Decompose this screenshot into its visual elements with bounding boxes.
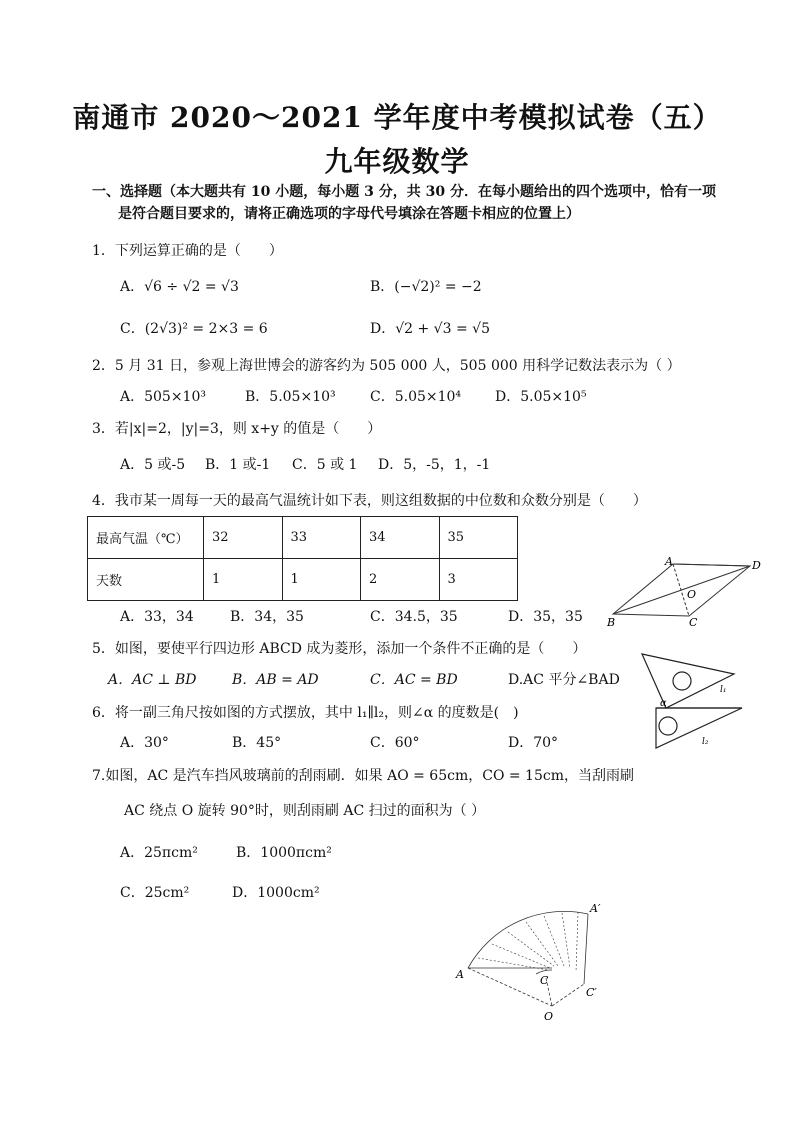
line-l2-label: l₂ [702, 737, 709, 747]
q7-option-b: B．1000πcm² [236, 845, 332, 861]
q4-option-b: B．34，35 [230, 609, 304, 625]
q4-option-d: D．35，35 [508, 609, 583, 625]
line-l1-label: l₁ [720, 685, 727, 695]
q1-stem: 1．下列运算正确的是（ ） [92, 243, 283, 259]
q2-option-a: A．505×10³ [120, 389, 206, 405]
q1-option-c: C．(2√3)² = 2×3 = 6 [120, 321, 268, 337]
set-squares-figure [636, 646, 746, 756]
fig-label-d: D [752, 559, 761, 572]
q5-stem: 5．如图，要使平行四边形 ABCD 成为菱形，添加一个条件不正确的是（ ） [92, 641, 587, 657]
section-header-line1: 一、选择题（本大题共有 10 小题，每小题 3 分，共 30 分．在每小题给出的四个选项中，恰有一项 [92, 184, 716, 200]
temperature-table [87, 516, 518, 601]
table-cell: 1 [204, 559, 283, 601]
q5-option-a: A．AC ⊥ BD [108, 672, 197, 688]
table-row [88, 559, 518, 601]
q4-option-a: A．33，34 [120, 609, 194, 625]
q5-option-c: C．AC = BD [370, 672, 458, 688]
q5-option-b: B．AB = AD [232, 672, 319, 688]
exam-subtitle: 九年级数学 [324, 145, 470, 178]
q7-option-d: D．1000cm² [232, 885, 320, 901]
table-cell: 34 [361, 517, 440, 559]
table-cell: 3 [439, 559, 518, 601]
q6-option-c: C．60° [370, 735, 420, 751]
q7-option-a: A．25πcm² [120, 845, 198, 861]
q6-option-b: B．45° [232, 735, 282, 751]
table-cell: 35 [439, 517, 518, 559]
q3-option-d: D．5，-5，1，-1 [378, 457, 491, 473]
table-cell: 1 [282, 559, 361, 601]
q1-option-d: D．√2 + √3 = √5 [370, 321, 490, 337]
table-cell: 最高气温（℃） [88, 517, 204, 559]
q6-option-d: D．70° [508, 735, 559, 751]
q2-option-c: C．5.05×10⁴ [370, 389, 462, 405]
wiper-label-c: C [540, 974, 549, 987]
q1-option-a: A．√6 ÷ √2 = √3 [120, 279, 239, 295]
section-header-line2: 是符合题目要求的，请将正确选项的字母代号填涂在答题卡相应的位置上） [118, 206, 580, 222]
q7-stem-line1: 7.如图，AC 是汽车挡风玻璃前的刮雨刷．如果 AO = 65cm，CO = 15cm，当刮雨刷 [92, 768, 634, 784]
fig-label-o: O [687, 588, 697, 601]
angle-alpha-label: α [660, 698, 667, 709]
q5-option-d: D.AC 平分∠BAD [508, 672, 620, 688]
q7-option-c: C．25cm² [120, 885, 190, 901]
q6-stem: 6．将一副三角尺按如图的方式摆放，其中 l₁∥l₂，则∠α 的度数是( ) [92, 705, 519, 721]
q6-option-a: A．30° [120, 735, 169, 751]
table-cell: 天数 [88, 559, 204, 601]
table-cell: 32 [204, 517, 283, 559]
q4-stem: 4．我市某一周每一天的最高气温统计如下表，则这组数据的中位数和众数分别是（ ） [92, 493, 647, 509]
fig-label-b: B [607, 616, 616, 629]
wiper-label-a-prime: A′ [590, 902, 601, 915]
q3-option-a: A．5 或-5 [120, 457, 186, 473]
wiper-label-o: O [544, 1010, 554, 1023]
q2-option-d: D．5.05×10⁵ [495, 389, 587, 405]
exam-title: 南通市 2020～2021 学年度中考模拟试卷（五） [72, 101, 722, 134]
table-cell: 33 [282, 517, 361, 559]
fig-label-a: A [665, 555, 673, 568]
q3-option-b: B．1 或-1 [205, 457, 271, 473]
q3-option-c: C．5 或 1 [292, 457, 358, 473]
q4-option-c: C．34.5，35 [370, 609, 458, 625]
wiper-label-a: A [456, 968, 464, 981]
wiper-label-c-prime: C′ [586, 986, 597, 999]
fig-label-c: C [689, 616, 698, 629]
q1-option-b: B．(−√2)² = −2 [370, 279, 482, 295]
q3-stem: 3．若|x|=2，|y|=3，则 x+y 的值是（ ） [92, 421, 382, 437]
q2-stem: 2．5 月 31 日，参观上海世博会的游客约为 505 000 人，505 000 用科学记数法表示为（ ） [92, 358, 681, 374]
table-cell: 2 [361, 559, 440, 601]
parallelogram-figure [605, 552, 765, 630]
wiper-sweep-figure [448, 896, 618, 1028]
q2-option-b: B．5.05×10³ [245, 389, 336, 405]
table-row [88, 517, 518, 559]
q7-stem-line2: AC 绕点 O 旋转 90°时，则刮雨刷 AC 扫过的面积为（ ） [124, 803, 486, 819]
